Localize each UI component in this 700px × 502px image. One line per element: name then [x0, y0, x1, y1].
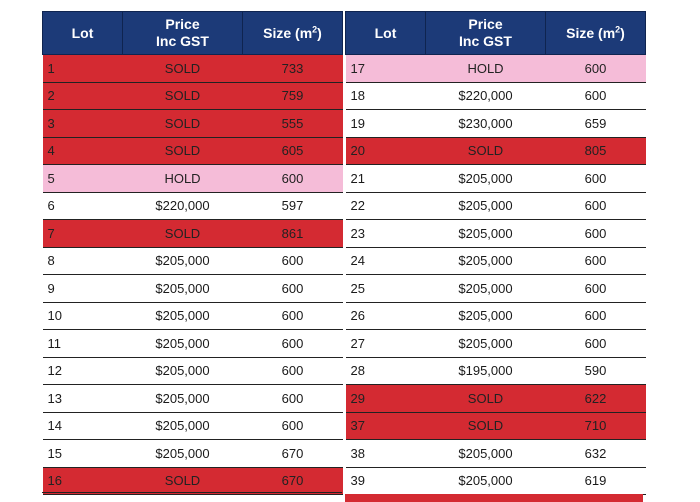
size-cell: 600 [546, 192, 646, 220]
lot-cell: 9 [43, 275, 123, 303]
price-cell: $205,000 [123, 440, 243, 468]
price-cell: SOLD [426, 385, 546, 413]
price-cell: SOLD [123, 55, 243, 83]
size-cell: 861 [243, 220, 343, 248]
table-row [43, 220, 343, 248]
price-cell: HOLD [123, 165, 243, 193]
price-cell: $220,000 [426, 82, 546, 110]
table-row [43, 440, 343, 468]
table-row [43, 467, 343, 495]
lot-cell: 16 [43, 467, 123, 495]
size-header-text: Size (m [566, 24, 616, 41]
price-cell: $205,000 [123, 247, 243, 275]
table-row [43, 412, 343, 440]
table-row [43, 302, 343, 330]
size-cell: 600 [546, 82, 646, 110]
lot-cell: 1 [43, 55, 123, 83]
left-table-body [43, 55, 343, 495]
price-cell: SOLD [123, 82, 243, 110]
table-row [346, 330, 646, 358]
size-cell: 600 [243, 247, 343, 275]
header-row [346, 12, 646, 55]
table-row [43, 192, 343, 220]
lot-cell: 14 [43, 412, 123, 440]
lot-cell: 10 [43, 302, 123, 330]
table-row [346, 192, 646, 220]
lot-cell: 2 [43, 82, 123, 110]
price-cell: $205,000 [426, 192, 546, 220]
lots-table-left [42, 11, 343, 495]
size-cell: 600 [546, 275, 646, 303]
table-row [346, 467, 646, 495]
table-row [346, 220, 646, 248]
size-cell: 600 [243, 302, 343, 330]
lot-cell: 38 [346, 440, 426, 468]
price-cell: $220,000 [123, 192, 243, 220]
table-row [43, 110, 343, 138]
size-cell: 622 [546, 385, 646, 413]
size-cell: 670 [243, 467, 343, 495]
table-row [346, 165, 646, 193]
size-header [243, 12, 343, 55]
table-row [346, 385, 646, 413]
size-cell: 605 [243, 137, 343, 165]
lot-tables [42, 11, 646, 495]
table-row [346, 275, 646, 303]
size-cell: 670 [243, 440, 343, 468]
price-cell: $205,000 [426, 220, 546, 248]
table-row [43, 137, 343, 165]
price-cell: $205,000 [426, 302, 546, 330]
right-table-continuation [345, 494, 643, 502]
table-row [43, 330, 343, 358]
price-cell: $205,000 [123, 302, 243, 330]
size-cell: 600 [243, 330, 343, 358]
lot-cell: 22 [346, 192, 426, 220]
price-cell: $205,000 [123, 275, 243, 303]
lot-cell: 21 [346, 165, 426, 193]
price-cell: SOLD [123, 137, 243, 165]
size-cell: 590 [546, 357, 646, 385]
size-header-close: ) [620, 24, 625, 41]
size-header-close: ) [317, 24, 322, 41]
size-cell: 632 [546, 440, 646, 468]
price-cell: $205,000 [123, 412, 243, 440]
table-row [43, 55, 343, 83]
price-header [426, 12, 546, 55]
table-row [346, 82, 646, 110]
price-cell: HOLD [426, 55, 546, 83]
table-row [346, 302, 646, 330]
lot-cell: 7 [43, 220, 123, 248]
lot-cell: 29 [346, 385, 426, 413]
price-cell: SOLD [123, 467, 243, 495]
price-cell: $205,000 [123, 385, 243, 413]
size-cell: 600 [546, 165, 646, 193]
table-row [43, 247, 343, 275]
table-row [346, 412, 646, 440]
price-cell: SOLD [123, 220, 243, 248]
size-cell: 710 [546, 412, 646, 440]
lot-cell: 13 [43, 385, 123, 413]
size-cell: 759 [243, 82, 343, 110]
table-row [43, 357, 343, 385]
size-header-sup: 2 [312, 23, 318, 34]
price-cell: $230,000 [426, 110, 546, 138]
size-cell: 600 [243, 385, 343, 413]
price-cell: $205,000 [426, 330, 546, 358]
size-cell: 600 [243, 412, 343, 440]
lot-cell: 18 [346, 82, 426, 110]
lot-cell: 4 [43, 137, 123, 165]
header-row [43, 12, 343, 55]
price-header-line1: Price [165, 16, 200, 32]
price-cell: $205,000 [426, 275, 546, 303]
size-cell: 600 [546, 247, 646, 275]
lot-cell: 25 [346, 275, 426, 303]
price-header-line1: Price [468, 16, 503, 32]
price-cell: SOLD [123, 110, 243, 138]
lot-cell: 19 [346, 110, 426, 138]
lot-cell: 6 [43, 192, 123, 220]
lot-cell: 20 [346, 137, 426, 165]
price-cell: $205,000 [426, 440, 546, 468]
size-cell: 600 [546, 220, 646, 248]
table-row [346, 110, 646, 138]
lot-cell: 8 [43, 247, 123, 275]
table-row [43, 82, 343, 110]
lot-cell: 26 [346, 302, 426, 330]
size-cell: 600 [243, 275, 343, 303]
size-header-text: Size (m [263, 24, 313, 41]
lot-cell: 24 [346, 247, 426, 275]
price-cell: $205,000 [426, 165, 546, 193]
left-table-continuation [42, 492, 342, 493]
size-cell: 600 [546, 330, 646, 358]
lot-cell: 3 [43, 110, 123, 138]
lot-cell: 37 [346, 412, 426, 440]
size-cell: 805 [546, 137, 646, 165]
size-cell: 619 [546, 467, 646, 495]
price-cell: $195,000 [426, 357, 546, 385]
price-cell: $205,000 [426, 467, 546, 495]
lot-cell: 27 [346, 330, 426, 358]
price-header-line2: Inc GST [156, 33, 209, 49]
table-row [43, 275, 343, 303]
size-header-sup: 2 [615, 23, 621, 34]
table-row [43, 165, 343, 193]
right-table-body [346, 55, 646, 495]
lot-cell: 12 [43, 357, 123, 385]
table-row [346, 55, 646, 83]
lot-cell: 39 [346, 467, 426, 495]
lot-cell: 15 [43, 440, 123, 468]
size-header [546, 12, 646, 55]
size-cell: 600 [243, 357, 343, 385]
size-cell: 600 [546, 302, 646, 330]
size-cell: 733 [243, 55, 343, 83]
lot-cell: 23 [346, 220, 426, 248]
price-cell: $205,000 [123, 357, 243, 385]
table-row [43, 385, 343, 413]
table-row [346, 357, 646, 385]
table-row [346, 247, 646, 275]
size-cell: 600 [243, 165, 343, 193]
price-header [123, 12, 243, 55]
size-cell: 600 [546, 55, 646, 83]
table-row [346, 440, 646, 468]
lot-header: Lot [43, 12, 123, 55]
price-cell: SOLD [426, 412, 546, 440]
table-row [346, 137, 646, 165]
lots-table-right [345, 11, 646, 495]
size-cell: 659 [546, 110, 646, 138]
lot-header: Lot [346, 12, 426, 55]
lot-cell: 11 [43, 330, 123, 358]
price-cell: SOLD [426, 137, 546, 165]
price-header-line2: Inc GST [459, 33, 512, 49]
price-cell: $205,000 [123, 330, 243, 358]
size-cell: 597 [243, 192, 343, 220]
lot-cell: 17 [346, 55, 426, 83]
lot-cell: 5 [43, 165, 123, 193]
size-cell: 555 [243, 110, 343, 138]
price-cell: $205,000 [426, 247, 546, 275]
lot-cell: 28 [346, 357, 426, 385]
